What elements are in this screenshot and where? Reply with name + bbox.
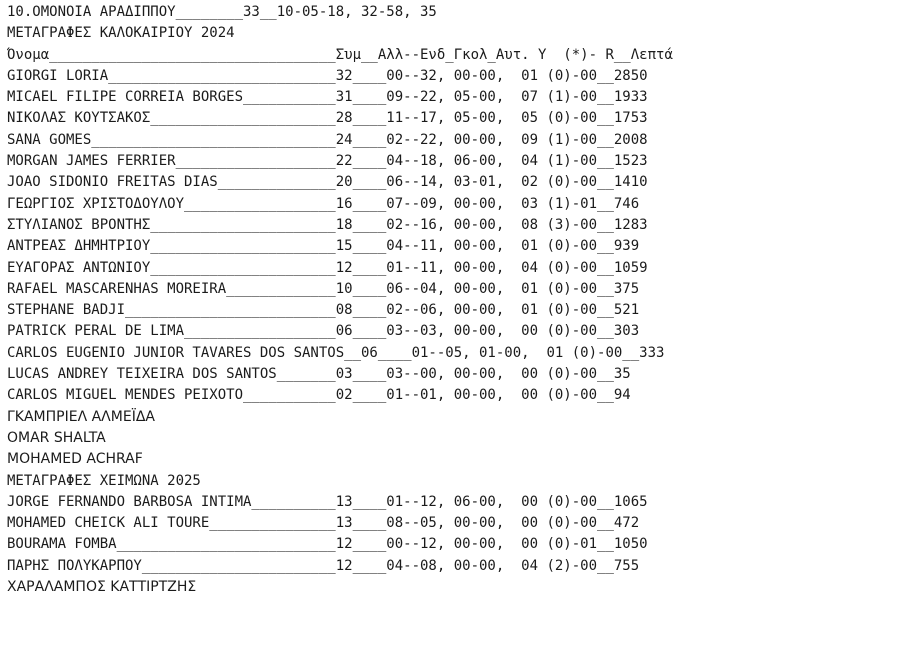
player-name-only: ΓΚΑΜΠΡΙΕΛ ΑΛΜΕΪΔΑ <box>7 408 155 425</box>
player-row: ΠΑΡΗΣ ΠΟΛΥΚΑΡΠΟΥ_______________________12____04--08, 00-00, 04 (2)-00__755 <box>7 557 640 574</box>
team-summary-line: 10.ΟΜΟΝΟΙΑ ΑΡΑΔΙΠΠΟΥ________33__10-05-18, 32-58, 35 <box>7 4 437 20</box>
summer-transfers-title: ΜΕΤΑΓΡΑΦΕΣ ΚΑΛΟΚΑΙΡΙΟΥ 2024 <box>7 25 235 42</box>
player-row: STEPHANE BADJI_________________________08____02--06, 00-00, 01 (0)-00__521 <box>7 302 640 319</box>
winter-transfers-title: ΜΕΤΑΓΡΑΦΕΣ ΧΕΙΜΩΝΑ 2025 <box>7 472 201 489</box>
player-row: CARLOS EUGENIO JUNIOR TAVARES DOS SANTOS__06____01--05, 01-00, 01 (0)-00__333 <box>7 344 665 361</box>
player-row: ΝΙΚΟΛΑΣ ΚΟΥΤΣΑΚΟΣ______________________28____11--17, 05-00, 05 (0)-00__1753 <box>7 110 648 127</box>
player-row: BOURAMA FOMBA__________________________12____00--12, 00-00, 00 (0)-01__1050 <box>7 536 648 553</box>
player-row: ΓΕΩΡΓΙΟΣ ΧΡΙΣΤΟΔΟΥΛΟΥ__________________16____07--09, 00-00, 03 (1)-01__746 <box>7 195 640 212</box>
player-row: CARLOS MIGUEL MENDES PEIXOTO___________02____01--01, 00-00, 00 (0)-00__94 <box>7 387 631 404</box>
column-header: Όνομα__________________________________Συμ__Αλλ--Ενδ_Γκολ_Αυτ. Υ (*)- R__Λεπτά <box>7 46 673 63</box>
player-name-only: ΧΑΡΑΛΑΜΠΟΣ ΚΑΤΤΙΡΤΖΗΣ <box>7 579 197 596</box>
player-row: SANA GOMES_____________________________24____02--22, 00-00, 09 (1)-00__2008 <box>7 131 648 148</box>
player-row: MICAEL FILIPE CORREIA BORGES___________31____09--22, 05-00, 07 (1)-00__1933 <box>7 89 648 106</box>
player-name-only: OMAR SHALTA <box>7 429 106 446</box>
player-row: MORGAN JAMES FERRIER___________________22____04--18, 06-00, 04 (1)-00__1523 <box>7 153 648 170</box>
player-name-only: MOHAMED ACHRAF <box>7 451 143 468</box>
player-row: ΑΝΤΡΕΑΣ ΔΗΜΗΤΡΙΟΥ______________________15____04--11, 00-00, 01 (0)-00__939 <box>7 238 640 255</box>
player-row: PATRICK PERAL DE LIMA__________________06____03--03, 00-00, 00 (0)-00__303 <box>7 323 640 340</box>
player-row: JOAO SIDONIO FREITAS DIAS______________20____06--14, 03-01, 02 (0)-00__1410 <box>7 174 648 191</box>
player-row: JORGE FERNANDO BARBOSA INTIMA__________13____01--12, 06-00, 00 (0)-00__1065 <box>7 493 648 510</box>
player-row: ΕΥΑΓΟΡΑΣ ΑΝΤΩΝΙΟΥ______________________12____01--11, 00-00, 04 (0)-00__1059 <box>7 259 648 276</box>
player-row: LUCAS ANDREY TEIXEIRA DOS SANTOS_______03____03--00, 00-00, 00 (0)-00__35 <box>7 366 631 383</box>
player-row: ΣΤΥΛΙΑΝΟΣ ΒΡΟΝΤΗΣ______________________18____02--16, 00-00, 08 (3)-00__1283 <box>7 216 648 233</box>
player-row: MOHAMED CHEICK ALI TOURE_______________13____08--05, 00-00, 00 (0)-00__472 <box>7 515 640 532</box>
player-row: RAFAEL MASCARENHAS MOREIRA_____________10____06--04, 00-00, 01 (0)-00__375 <box>7 280 640 297</box>
player-row: GIORGI LORIA___________________________32____00--32, 00-00, 01 (0)-00__2850 <box>7 67 648 84</box>
